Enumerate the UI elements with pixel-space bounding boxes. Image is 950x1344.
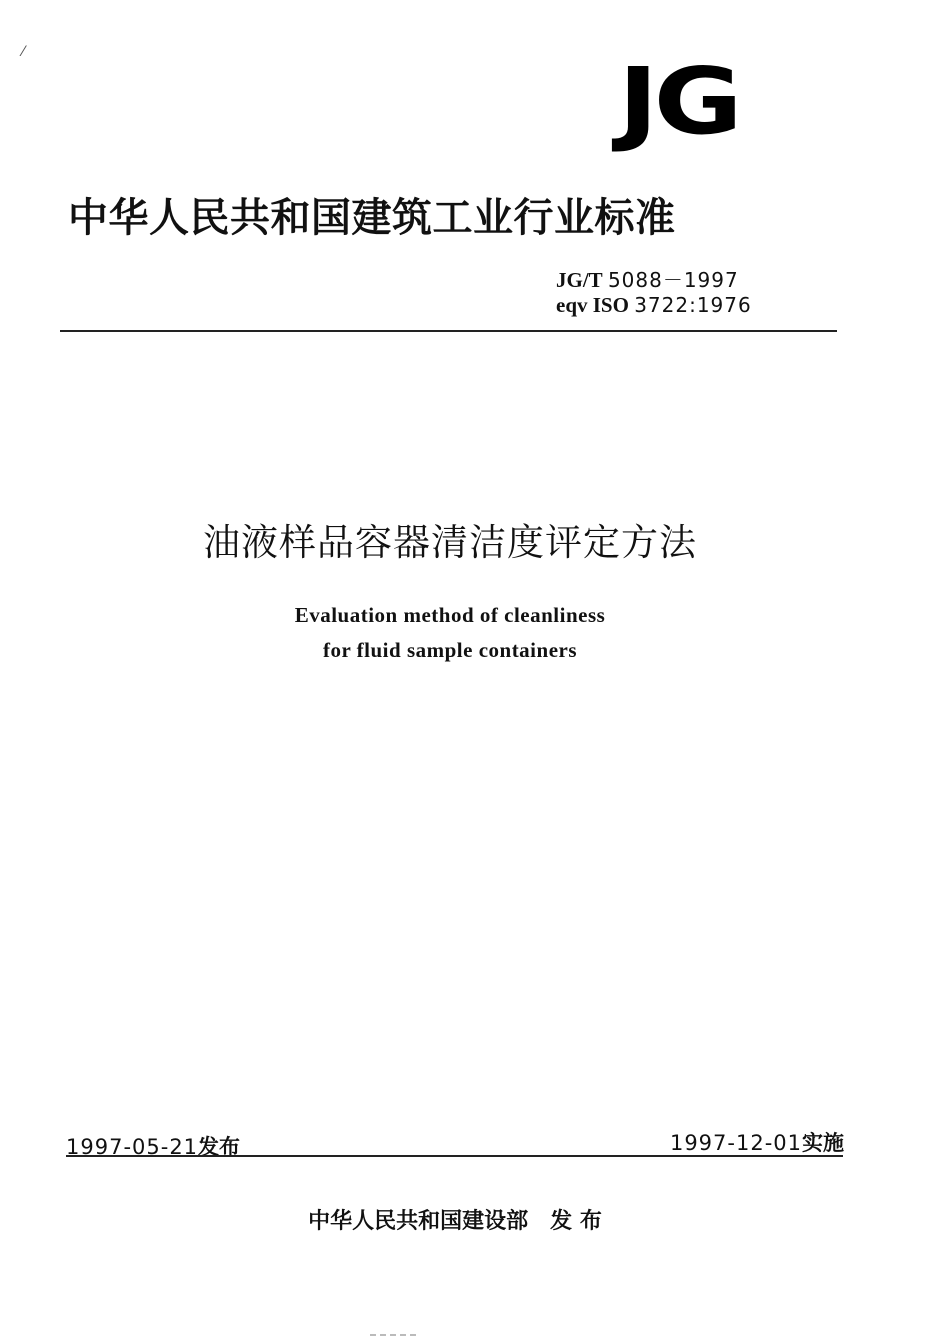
standard-title: 中华人民共和国建筑工业行业标准 [68, 195, 676, 241]
implementation-date [670, 1127, 844, 1157]
publisher [0, 1204, 910, 1235]
publisher-action: 发 布 [550, 1209, 602, 1234]
document-title-english-line1: Evaluation method of cleanliness [294, 603, 606, 627]
implementation-date-value: 1997-12-01 [669, 1131, 802, 1155]
footer-mark [370, 1334, 416, 1336]
footer-divider [66, 1155, 843, 1157]
issue-date-label: 发布 [198, 1135, 241, 1159]
document-title-chinese: 油液样品容器清洁度评定方法 [203, 521, 697, 564]
standard-code-block [556, 268, 752, 318]
issue-date-value: 1997-05-21 [66, 1135, 199, 1159]
jg-logo: JG [618, 48, 739, 155]
equivalence-prefix: eqv ISO [556, 293, 629, 317]
publisher-name: 中华人民共和国建设部 [308, 1209, 529, 1234]
document-title-english-line2: for fluid sample containers [322, 638, 578, 662]
standard-number [556, 268, 752, 293]
equivalence-value: 3722:1976 [634, 293, 752, 317]
header-divider [60, 330, 837, 332]
standard-equivalence [556, 293, 752, 318]
stray-mark: ⁄ [22, 44, 25, 60]
standard-number-prefix: JG/T [556, 268, 603, 292]
standard-number-value: 5088－1997 [607, 268, 739, 292]
implementation-date-label: 实施 [802, 1131, 844, 1155]
document-title-english [0, 598, 900, 668]
